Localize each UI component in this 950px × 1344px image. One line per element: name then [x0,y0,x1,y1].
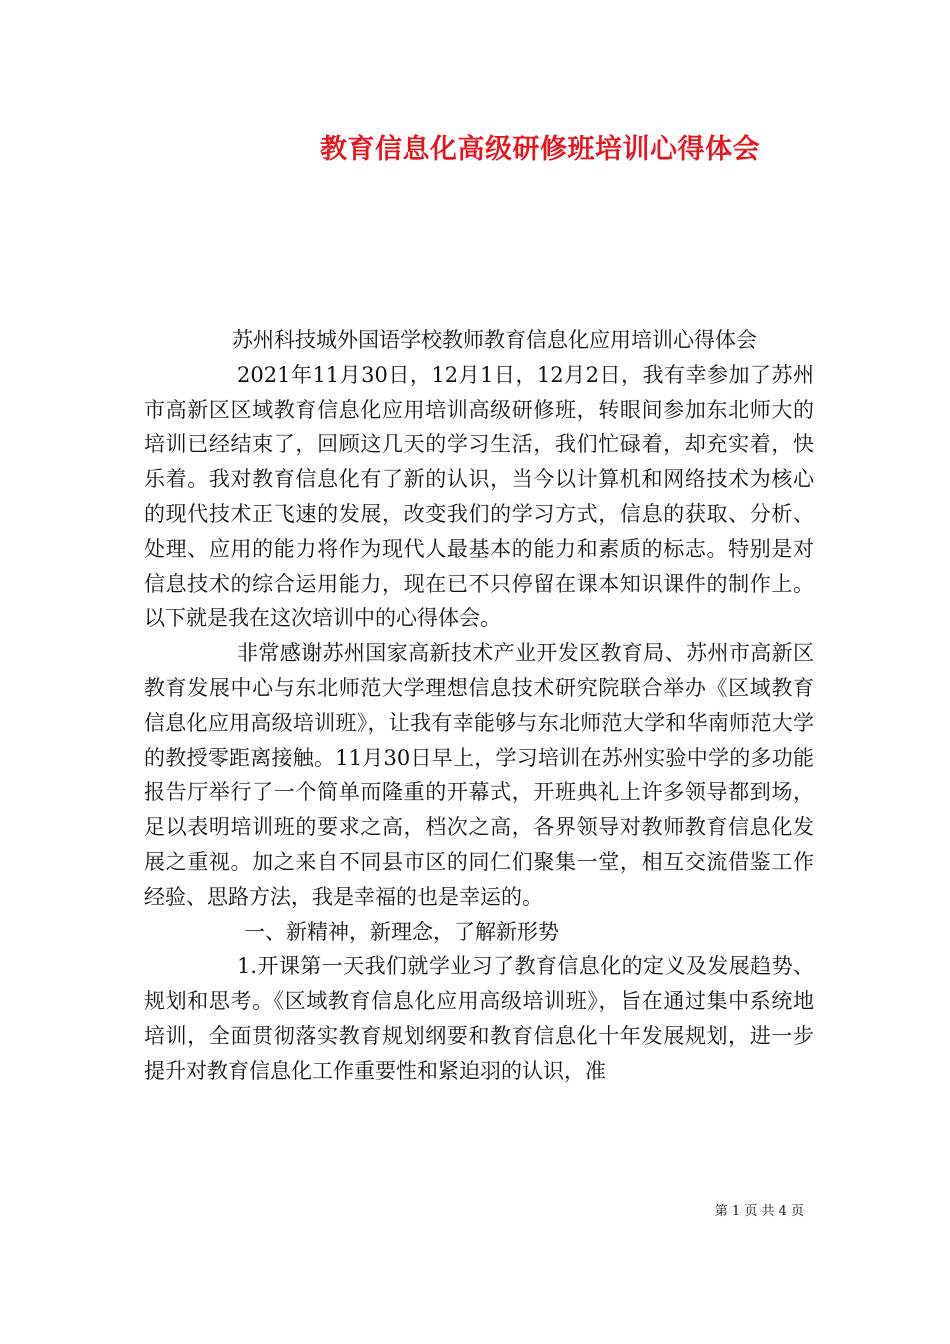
document-subtitle: 苏州科技城外国语学校教师教育信息化应用培训心得体会 [232,328,757,352]
document-title: 教育信息化高级研修班培训心得体会 [320,134,760,165]
section-paragraph: 1.开课第一天我们就学业习了教育信息化的定义及发展趋势、规划和思考。《区域教育信息化应用高级培训班》，旨在通过集中系统地培训，全面贯彻落实教育规划纲要和教育信息化十年发展规划，进一步提升对教育信息化工作重要性和紧迫羽的认识，准 [144,954,814,1083]
document-body [144,323,814,1089]
section-heading: 一、新精神，新理念，了解新形势 [244,919,559,944]
page-footer: 第 1 页 共 4 页 [714,1204,804,1219]
body-paragraph-1: 2021年11月30日，12月1日，12月2日，我有幸参加了苏州市高新区区域教育信息化应用培训高级研修班，转眼间参加东北师大的培训已经结束了，回顾这几天的学习生活，我们忙碌着，却充实着，快乐着。我对教育信息化有了新的认识，当今以计算机和网络技术为核心的现代技术正飞速的发展，改变我们的学习方式，信息的获取、分析、处理、应用的能力将作为现代人最基本的能力和素质的标志。特别是对信息技术的综合运用能力，现在已不只停留在课本知识课件的制作上。以下就是我在这次培训中的心得体会。 [144,362,814,631]
body-paragraph-2: 非常感谢苏州国家高新技术产业开发区教育局、苏州市高新区教育发展中心与东北师范大学理想信息技术研究院联合举办《区域教育信息化应用高级培训班》，让我有幸能够与东北师范大学和华南师范大学的教授零距离接触。11月30日早上，学习培训在苏州实验中学的多功能报告厅举行了一个简单而隆重的开幕式，开班典礼上许多领导都到场，足以表明培训班的要求之高，档次之高，各界领导对教师教育信息化发展之重视。加之来自不同县市区的同仁们聚集一堂，相互交流借鉴工作经验、思路方法，我是幸福的也是幸运的。 [144,641,814,909]
